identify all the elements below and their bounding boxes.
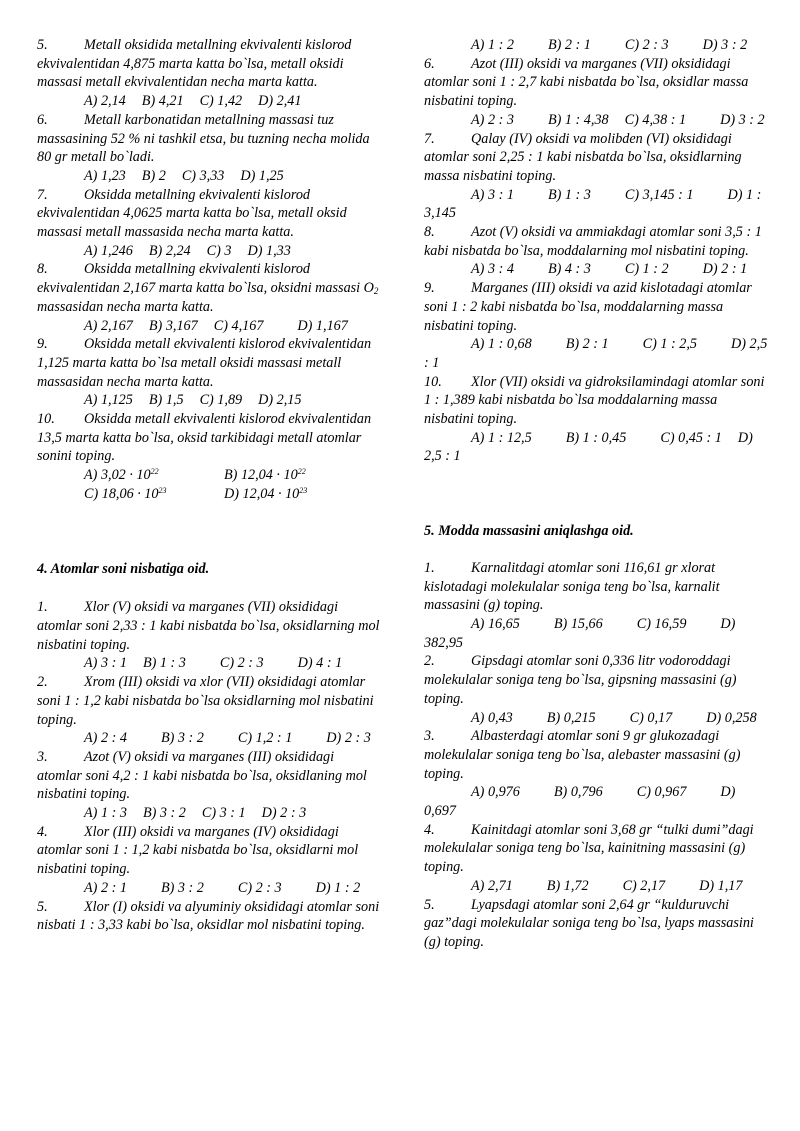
option-d: D) $12,04 \cdot 10^{23}$ bbox=[224, 485, 308, 502]
option-d: D) 1,167 bbox=[297, 317, 348, 334]
answer-options bbox=[37, 466, 382, 485]
answer-options bbox=[37, 391, 382, 410]
option-d: D) 3 : 2 bbox=[720, 111, 765, 128]
question-right-8 bbox=[424, 223, 769, 260]
question-right-9 bbox=[424, 279, 769, 335]
answer-options bbox=[37, 242, 382, 261]
option-b: B) 1 : 3 bbox=[547, 186, 591, 203]
option-a: A) 2 : 3 bbox=[471, 111, 514, 128]
option-a: A) 2,167 bbox=[84, 317, 133, 334]
option-a: A) 1 : 12,5 bbox=[471, 429, 532, 446]
answer-options bbox=[37, 804, 382, 823]
option-a: A) 3 : 1 bbox=[471, 186, 514, 203]
option-a: A) 3 : 4 bbox=[471, 261, 514, 278]
option-c: C) $18,06 \cdot 10^{23}$ bbox=[84, 485, 167, 502]
question-number: 2. bbox=[37, 674, 48, 691]
option-a: A) 2 : 4 bbox=[84, 730, 127, 747]
question-text-cont: massasidan necha marta katta. bbox=[37, 298, 214, 315]
question-left-6 bbox=[37, 111, 382, 167]
question-text: Azot (V) oksidi va ammiakdagi atomlar soni 3,5 : 1 kabi nisbatda bo`lsa, moddalarning mol nisbatini toping. bbox=[424, 224, 762, 259]
question-text: Azot (V) oksidi va marganes (III) oksididagi atomlar soni 4,2 : 1 kabi nisbatda bo`lsa, oksidlaning mol nisbatini toping. bbox=[37, 748, 367, 803]
option-d: D) 4 : 1 bbox=[297, 655, 343, 672]
option-b: B) 0,215 bbox=[546, 709, 596, 726]
question-text: Kainitdagi atomlar soni 3,68 gr “tulki dumi”dagi molekulalar soniga teng bo`lsa, kainitning massasini (g) toping. bbox=[424, 821, 754, 876]
right-column bbox=[424, 36, 769, 952]
option-d: D) 0,697 bbox=[424, 784, 736, 820]
option-a: A) 3 : 1 bbox=[84, 655, 127, 672]
option-a: A) 0,43 bbox=[471, 709, 513, 726]
option-c: C) 3,33 bbox=[181, 167, 225, 184]
option-c: C) 2 : 3 bbox=[624, 37, 669, 53]
answer-options bbox=[37, 485, 382, 504]
section-title-5: 5. Modda massasini aniqlashga oid. bbox=[424, 523, 634, 540]
question-s4-4 bbox=[37, 823, 382, 879]
question-text: Albasterdagi atomlar soni 9 gr glukozadagi molekulalar soniga teng bo`lsa, alebaster massasini (g) toping. bbox=[424, 728, 741, 782]
question-left-7 bbox=[37, 186, 382, 242]
question-text: Metall karbonatidan metallning massasi tuz massasining 52 % ni tashkil etsa, bu tuzning necha molida 80 gr metall bo`ladi. bbox=[37, 111, 370, 166]
question-s4-1 bbox=[37, 598, 382, 654]
option-c: C) 3,145 : 1 bbox=[624, 186, 694, 203]
option-b: B) 2 : 1 bbox=[547, 37, 591, 53]
option-c: C) 1,2 : 1 bbox=[237, 730, 293, 747]
option-c: C) 0,17 bbox=[629, 709, 673, 726]
option-d: D) 1,17 bbox=[699, 877, 743, 894]
option-b: B) 3 : 2 bbox=[160, 879, 204, 896]
question-number: 8. bbox=[424, 224, 435, 241]
question-s4-2 bbox=[37, 673, 382, 729]
option-b: B) 2 bbox=[141, 167, 166, 184]
question-s5-4 bbox=[424, 821, 769, 877]
option-a: A) 2,71 bbox=[471, 877, 513, 894]
option-a: A) 2 : 1 bbox=[84, 879, 127, 896]
option-c: C) 0,45 : 1 bbox=[660, 429, 722, 446]
option-b: B) 4,21 bbox=[141, 93, 184, 110]
question-text: Xrom (III) oksidi va xlor (VII) oksididagi atomlar soni 1 : 1,2 kabi nisbatda bo`lsa oksidlarning mol nisbatini toping. bbox=[37, 674, 374, 728]
question-text: Oksidda metall ekvivalenti kislorod ekvivalentidan 1,125 marta katta bo`lsa metall oksidi massasi metall massasidan necha marta katta. bbox=[37, 336, 372, 390]
question-number: 6. bbox=[424, 55, 435, 72]
option-b: B) 2 : 1 bbox=[565, 336, 609, 353]
question-number: 3. bbox=[37, 748, 48, 765]
option-d: D) 1,25 bbox=[240, 167, 284, 184]
question-text: Qalay (IV) oksidi va molibden (VI) oksididagi atomlar soni 2,25 : 1 kabi nisbatda bo`lsa, oksidlarning massa nisbatini toping. bbox=[424, 130, 742, 184]
question-number: 9. bbox=[424, 280, 435, 297]
question-s4-3 bbox=[37, 748, 382, 804]
question-number: 7. bbox=[424, 130, 435, 147]
option-b: B) 4 : 3 bbox=[547, 261, 591, 278]
option-b: B) 2,24 bbox=[148, 242, 191, 259]
option-b: B) 1 : 4,38 bbox=[547, 111, 609, 128]
option-c: C) 4,167 bbox=[213, 317, 264, 334]
answer-options bbox=[424, 783, 769, 820]
option-a: A) 1,246 bbox=[84, 242, 133, 259]
option-b: B) 15,66 bbox=[553, 615, 603, 632]
option-c: C) 2,17 bbox=[622, 877, 666, 894]
answer-options bbox=[37, 879, 382, 898]
option-d: D) 2 : 3 bbox=[326, 730, 371, 747]
option-c: C) 3 : 1 bbox=[201, 805, 246, 822]
question-text: Gipsdagi atomlar soni 0,336 litr vodoroddagi molekulalar soniga teng bo`lsa, gipsning massasini (g) toping. bbox=[424, 653, 737, 707]
question-number: 6. bbox=[37, 111, 48, 128]
question-number: 5. bbox=[424, 896, 435, 913]
option-d: D) 2,15 bbox=[258, 392, 302, 409]
question-number: 3. bbox=[424, 728, 435, 745]
option-a: A) 16,65 bbox=[471, 615, 520, 632]
left-column bbox=[37, 36, 382, 935]
answer-options bbox=[37, 167, 382, 186]
answer-options bbox=[424, 877, 769, 896]
option-b: B) 3 : 2 bbox=[142, 805, 186, 822]
option-a: A) 0,976 bbox=[471, 784, 520, 801]
question-text: Azot (III) oksidi va marganes (VII) oksididagi atomlar soni 1 : 2,7 kabi nisbatda bo`lsa, oksidlar massa nisbatini toping. bbox=[424, 55, 749, 110]
question-right-10 bbox=[424, 373, 769, 429]
option-d: D) 1,33 bbox=[247, 242, 291, 259]
question-number: 5. bbox=[37, 898, 48, 915]
question-text: Oksidda metallning ekvivalenti kislorod ekvivalentidan 2,167 marta katta bo`lsa, oksidni massasi O bbox=[37, 261, 374, 297]
question-text: Oksidda metallning ekvivalenti kislorod ekvivalentidan 4,0625 marta katta bo`lsa, metall oksid massasi metall massasida necha marta katta. bbox=[37, 186, 347, 241]
question-number: 10. bbox=[37, 411, 55, 428]
question-number: 1. bbox=[37, 599, 48, 616]
option-a: A) 1 : 2 bbox=[471, 37, 514, 53]
question-s5-3 bbox=[424, 727, 769, 783]
answer-options bbox=[424, 186, 769, 223]
option-c: C) 1,42 bbox=[199, 93, 243, 110]
question-text: Xlor (III) oksidi va marganes (IV) oksididagi atomlar soni 1 : 1,2 kabi nisbatda bo`lsa, oksidlarni mol nisbatini toping. bbox=[37, 823, 359, 878]
option-a: A) 1,125 bbox=[84, 392, 133, 409]
answer-options bbox=[37, 729, 382, 748]
question-text: Lyapsdagi atomlar soni 2,64 gr “kulduruvchi gaz”dagi molekulalar soniga teng bo`lsa, lyaps massasini (g) toping. bbox=[424, 896, 754, 950]
option-b: B) 3 : 2 bbox=[160, 730, 204, 747]
answer-options bbox=[424, 709, 769, 728]
option-c: C) 3 bbox=[206, 242, 232, 259]
option-a: A) 1,23 bbox=[84, 167, 126, 184]
option-a: A) 2,14 bbox=[84, 93, 126, 110]
question-text: Oksidda metall ekvivalenti kislorod ekvivalentidan 13,5 marta katta bo`lsa, oksid tarkibidagi metall atomlar sonini toping. bbox=[37, 411, 372, 465]
question-left-10 bbox=[37, 410, 382, 466]
option-c: C) 1,89 bbox=[199, 392, 243, 409]
question-right-7 bbox=[424, 130, 769, 186]
option-c: C) 2 : 3 bbox=[219, 655, 264, 672]
option-d: D) 2,5 : 1 bbox=[424, 336, 768, 371]
question-number: 5. bbox=[37, 37, 48, 53]
question-number: 4. bbox=[424, 821, 435, 838]
option-a: A) 1 : 3 bbox=[84, 805, 127, 822]
option-c: C) 0,967 bbox=[636, 784, 687, 801]
question-left-9 bbox=[37, 335, 382, 391]
question-number: 10. bbox=[424, 373, 442, 390]
question-left-5 bbox=[37, 36, 382, 92]
option-c: C) 1 : 2 bbox=[624, 261, 669, 278]
answer-options bbox=[424, 429, 769, 466]
section-title-4: 4. Atomlar soni nisbatiga oid. bbox=[37, 560, 210, 577]
option-b: B) 0,796 bbox=[553, 784, 603, 801]
question-text: Xlor (VII) oksidi va gidroksilamindagi atomlar soni 1 : 1,389 kabi nisbatda bo`lsa moddalarning massa nisbatini toping. bbox=[424, 373, 765, 428]
question-number: 9. bbox=[37, 336, 48, 353]
option-d: D) 0,258 bbox=[706, 709, 757, 726]
question-right-6 bbox=[424, 55, 769, 111]
option-d: D) 2 : 1 bbox=[702, 261, 748, 278]
option-c: C) 4,38 : 1 bbox=[624, 111, 687, 128]
question-number: 7. bbox=[37, 186, 48, 203]
option-c: C) 16,59 bbox=[636, 615, 687, 632]
question-s5-5 bbox=[424, 896, 769, 952]
answer-options bbox=[424, 335, 769, 372]
question-text: Karnalitdagi atomlar soni 116,61 gr xlorat kislotadagi molekulalar soniga teng bo`lsa, karnalit massasini (g) toping. bbox=[424, 559, 720, 614]
question-s4-5 bbox=[37, 898, 382, 935]
question-number: 4. bbox=[37, 823, 48, 840]
question-text: Xlor (V) oksidi va marganes (VII) oksididagi atomlar soni 2,33 : 1 kabi nisbatda bo`lsa, oksidlarning mol nisbatini toping. bbox=[37, 599, 380, 653]
option-d: D) 382,95 bbox=[424, 615, 736, 651]
option-d: D) 2,5 : 1 bbox=[424, 429, 753, 465]
answer-options bbox=[424, 260, 769, 279]
question-s5-1 bbox=[424, 559, 769, 615]
option-a: A) $3,02 \cdot 10^{22}$ bbox=[84, 467, 159, 484]
answer-options bbox=[37, 654, 382, 673]
option-d: D) 2,41 bbox=[258, 93, 302, 110]
option-d: D) 2 : 3 bbox=[261, 805, 307, 822]
question-left-8 bbox=[37, 260, 382, 316]
question-number: 8. bbox=[37, 261, 48, 278]
question-text: Marganes (III) oksidi va azid kislotadagi atomlar soni 1 : 2 kabi nisbatda bo`lsa, moddalarning massa nisbatini toping. bbox=[424, 280, 752, 334]
option-d: D) 3 : 2 bbox=[702, 37, 748, 53]
option-b: B) 1 : 3 bbox=[142, 655, 186, 672]
option-d: D) 1 : 3,145 bbox=[424, 186, 762, 222]
question-text: Xlor (I) oksidi va alyuminiy oksididagi atomlar soni nisbati 1 : 3,33 kabi bo`lsa, oksidlar mol nisbatini toping. bbox=[37, 898, 380, 934]
question-number: 1. bbox=[424, 559, 435, 576]
option-b: B) $12,04 \cdot 10^{22}$ bbox=[224, 467, 306, 484]
option-a: A) 1 : 0,68 bbox=[471, 336, 532, 353]
answer-options bbox=[37, 92, 382, 111]
subscript: 2 bbox=[373, 286, 379, 297]
option-c: C) 2 : 3 bbox=[237, 879, 282, 896]
option-c: C) 1 : 2,5 bbox=[642, 336, 698, 353]
question-s5-2 bbox=[424, 652, 769, 708]
option-b: B) 1,5 bbox=[148, 392, 184, 409]
answer-options bbox=[37, 317, 382, 336]
option-b: B) 1 : 0,45 bbox=[565, 429, 627, 446]
option-b: B) 1,72 bbox=[546, 877, 589, 894]
question-text: Metall oksidida metallning ekvivalenti kislorod ekvivalentidan 4,875 marta katta bo`lsa, metall oksidi massasi metall ekvivalentidan necha marta katta. bbox=[37, 37, 352, 91]
option-d: D) 1 : 2 bbox=[315, 879, 361, 896]
answer-options bbox=[424, 615, 769, 652]
option-b: B) 3,167 bbox=[148, 317, 198, 334]
answer-options bbox=[424, 111, 769, 130]
question-number: 2. bbox=[424, 653, 435, 670]
answer-options bbox=[424, 36, 769, 55]
